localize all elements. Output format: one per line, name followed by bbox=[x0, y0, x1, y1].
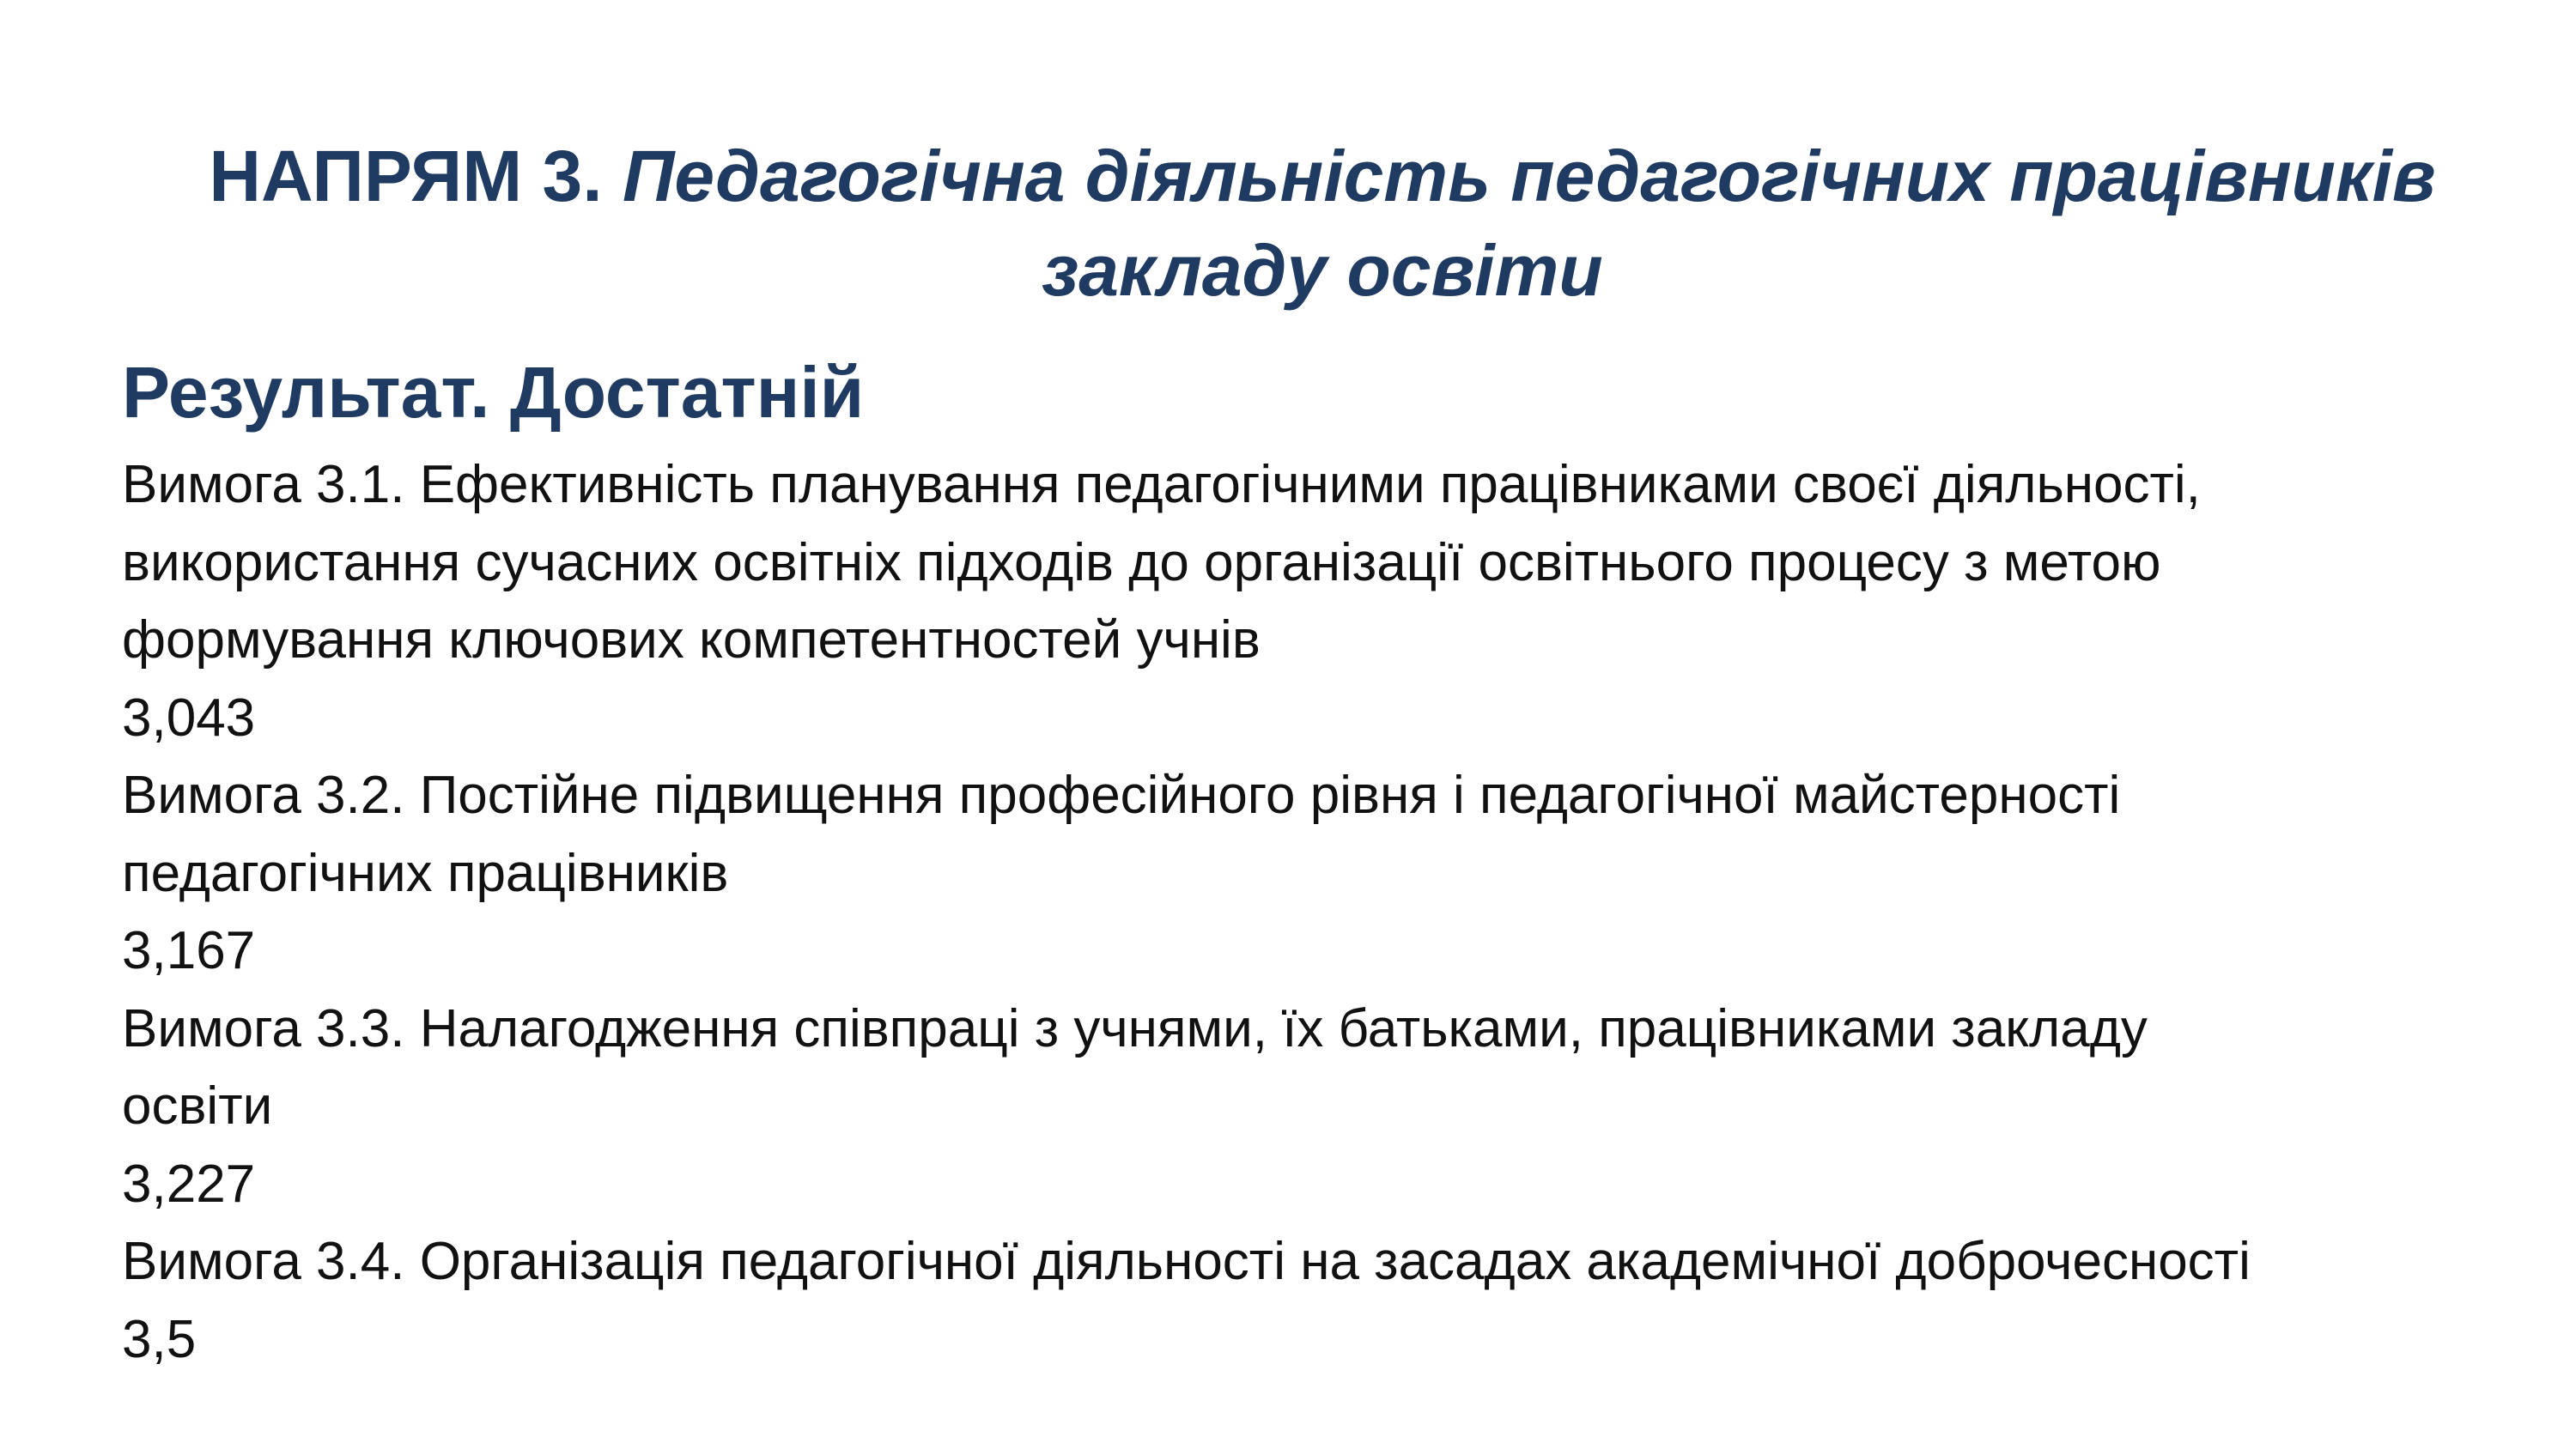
requirement-3-2 bbox=[122, 757, 2526, 991]
requirement-text-line: освіти bbox=[122, 1076, 273, 1136]
requirement-score: 3,5 bbox=[122, 1309, 197, 1369]
requirement-score: 3,167 bbox=[122, 921, 256, 980]
requirement-text-line: педагогічних працівників bbox=[122, 843, 729, 903]
requirement-text-line: Вимога 3.3. Налагодження співпраці з учнями, їх батьками, працівниками закладу bbox=[122, 998, 2148, 1058]
requirement-3-4 bbox=[122, 1223, 2526, 1379]
requirement-score: 3,043 bbox=[122, 688, 256, 748]
requirements-list bbox=[122, 446, 2526, 1379]
result-heading: Результат. Достатній bbox=[122, 352, 865, 433]
requirement-text-line: Вимога 3.1. Ефективність планування педагогічними працівниками своєї діяльності, bbox=[122, 455, 2201, 514]
title-direction-number: НАПРЯМ 3. bbox=[209, 136, 603, 216]
requirement-score: 3,227 bbox=[122, 1154, 256, 1214]
requirement-text-line: використання сучасних освітніх підходів до організації освітнього процесу з метою bbox=[122, 532, 2161, 592]
title-direction-subject-line-1: Педагогічна діяльність педагогічних працівників bbox=[622, 136, 2436, 216]
requirement-3-1 bbox=[122, 446, 2526, 757]
slide-title bbox=[120, 129, 2524, 318]
requirement-3-3 bbox=[122, 991, 2526, 1224]
requirement-text-line: Вимога 3.4. Організація педагогічної діяльності на засадах академічної доброчесності bbox=[122, 1232, 2251, 1291]
title-direction-subject-line-2: закладу освіти bbox=[1042, 230, 1603, 311]
requirement-text-line: формування ключових компетентностей учнів bbox=[122, 610, 1261, 670]
requirement-text-line: Вимога 3.2. Постійне підвищення професійного рівня і педагогічної майстерності bbox=[122, 766, 2121, 825]
